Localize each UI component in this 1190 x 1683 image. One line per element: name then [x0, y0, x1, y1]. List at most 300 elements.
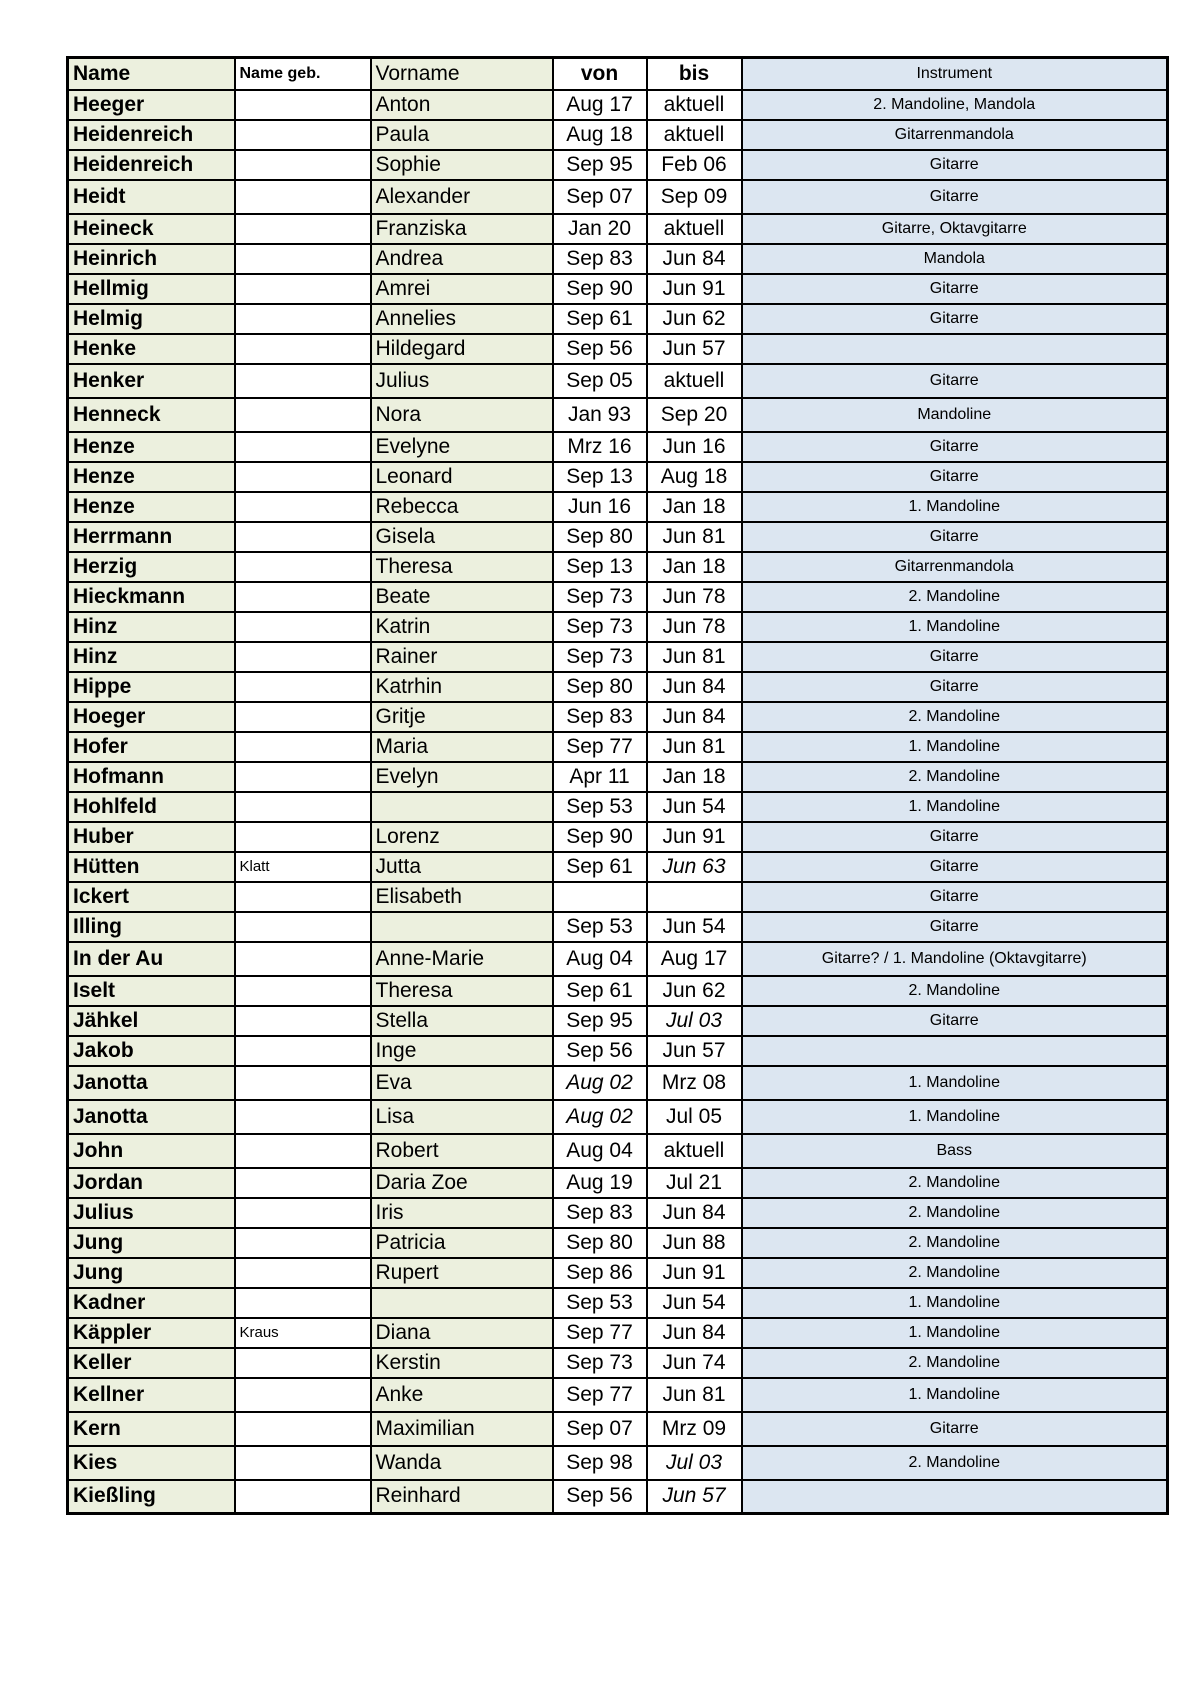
cell-vorname: Stella [371, 1006, 553, 1036]
cell-bis: Jun 54 [647, 912, 742, 942]
cell-name: Kellner [68, 1378, 235, 1412]
cell-bis: Sep 09 [647, 180, 742, 214]
cell-name: Heidenreich [68, 120, 235, 150]
table-row [68, 822, 1168, 852]
cell-bis: Aug 18 [647, 462, 742, 492]
cell-instrument: 1. Mandoline [742, 1288, 1168, 1318]
cell-geb [235, 492, 371, 522]
cell-geb [235, 214, 371, 244]
cell-name: Iselt [68, 976, 235, 1006]
cell-geb [235, 120, 371, 150]
cell-name: Kern [68, 1412, 235, 1446]
cell-name: Käppler [68, 1318, 235, 1348]
cell-vorname: Robert [371, 1134, 553, 1168]
cell-bis: Jul 03 [647, 1006, 742, 1036]
table-row [68, 1378, 1168, 1412]
cell-instrument: Gitarre [742, 304, 1168, 334]
cell-vorname: Reinhard [371, 1480, 553, 1514]
cell-vorname: Iris [371, 1198, 553, 1228]
cell-name: Heineck [68, 214, 235, 244]
cell-von: Sep 07 [553, 180, 647, 214]
table-row [68, 702, 1168, 732]
table-row [68, 180, 1168, 214]
table-row [68, 642, 1168, 672]
cell-bis: Jun 54 [647, 792, 742, 822]
cell-name: Jordan [68, 1168, 235, 1198]
cell-geb [235, 1198, 371, 1228]
cell-name: Heeger [68, 90, 235, 120]
cell-geb [235, 1036, 371, 1066]
cell-instrument: Gitarre [742, 432, 1168, 462]
cell-vorname: Maximilian [371, 1412, 553, 1446]
cell-von: Apr 11 [553, 762, 647, 792]
cell-von: Sep 61 [553, 976, 647, 1006]
cell-bis: Jun 84 [647, 1198, 742, 1228]
cell-geb [235, 672, 371, 702]
cell-vorname: Beate [371, 582, 553, 612]
cell-vorname: Wanda [371, 1446, 553, 1480]
cell-bis: Jan 18 [647, 492, 742, 522]
cell-instrument: Gitarre [742, 882, 1168, 912]
table-row [68, 552, 1168, 582]
cell-geb [235, 244, 371, 274]
cell-name: Kies [68, 1446, 235, 1480]
cell-geb [235, 432, 371, 462]
cell-von: Aug 18 [553, 120, 647, 150]
cell-name: Janotta [68, 1066, 235, 1100]
cell-name: Henze [68, 462, 235, 492]
cell-geb [235, 334, 371, 364]
table-row [68, 432, 1168, 462]
cell-geb [235, 462, 371, 492]
cell-instrument: Gitarre [742, 1006, 1168, 1036]
cell-vorname: Annelies [371, 304, 553, 334]
cell-vorname: Anton [371, 90, 553, 120]
cell-von: Aug 19 [553, 1168, 647, 1198]
cell-geb [235, 1228, 371, 1258]
cell-geb [235, 732, 371, 762]
cell-instrument: Gitarre, Oktavgitarre [742, 214, 1168, 244]
cell-instrument: 2. Mandoline [742, 582, 1168, 612]
cell-von: Jun 16 [553, 492, 647, 522]
cell-instrument: 1. Mandoline [742, 792, 1168, 822]
cell-instrument: Bass [742, 1134, 1168, 1168]
table-row [68, 244, 1168, 274]
cell-von: Sep 90 [553, 274, 647, 304]
cell-vorname: Elisabeth [371, 882, 553, 912]
table-row [68, 912, 1168, 942]
cell-name: Jakob [68, 1036, 235, 1066]
cell-vorname: Rupert [371, 1258, 553, 1288]
cell-vorname: Theresa [371, 976, 553, 1006]
cell-bis: Jul 05 [647, 1100, 742, 1134]
cell-vorname: Jutta [371, 852, 553, 882]
cell-instrument: Gitarrenmandola [742, 552, 1168, 582]
cell-instrument: 2. Mandoline, Mandola [742, 90, 1168, 120]
cell-instrument: Gitarre [742, 150, 1168, 180]
cell-instrument: 2. Mandoline [742, 1258, 1168, 1288]
cell-geb [235, 1412, 371, 1446]
table-row [68, 1100, 1168, 1134]
cell-instrument: 1. Mandoline [742, 1378, 1168, 1412]
table-row [68, 304, 1168, 334]
cell-geb [235, 762, 371, 792]
cell-geb [235, 942, 371, 976]
table-row [68, 792, 1168, 822]
cell-geb [235, 274, 371, 304]
cell-geb [235, 1066, 371, 1100]
cell-name: Henze [68, 492, 235, 522]
table-row [68, 364, 1168, 398]
cell-von: Sep 80 [553, 522, 647, 552]
cell-name: Hippe [68, 672, 235, 702]
cell-name: Kießling [68, 1480, 235, 1514]
table-row [68, 672, 1168, 702]
cell-von: Sep 53 [553, 1288, 647, 1318]
cell-instrument: Gitarre? / 1. Mandoline (Oktavgitarre) [742, 942, 1168, 976]
table-row [68, 1228, 1168, 1258]
cell-geb [235, 1348, 371, 1378]
cell-von: Sep 95 [553, 150, 647, 180]
cell-bis: Jul 21 [647, 1168, 742, 1198]
cell-von: Sep 73 [553, 642, 647, 672]
cell-vorname: Daria Zoe [371, 1168, 553, 1198]
cell-name: Hinz [68, 612, 235, 642]
cell-geb [235, 552, 371, 582]
table-row [68, 522, 1168, 552]
cell-geb [235, 398, 371, 432]
header-von: von [553, 58, 647, 90]
cell-bis: aktuell [647, 1134, 742, 1168]
cell-instrument: Mandola [742, 244, 1168, 274]
cell-geb [235, 1258, 371, 1288]
cell-bis: Jun 84 [647, 702, 742, 732]
cell-instrument: Gitarre [742, 364, 1168, 398]
cell-bis: Jun 81 [647, 1378, 742, 1412]
cell-vorname: Diana [371, 1318, 553, 1348]
cell-instrument: Gitarre [742, 1412, 1168, 1446]
table-row [68, 1480, 1168, 1514]
cell-von: Sep 90 [553, 822, 647, 852]
table-row [68, 612, 1168, 642]
cell-vorname: Anne-Marie [371, 942, 553, 976]
cell-vorname: Patricia [371, 1228, 553, 1258]
cell-instrument: 2. Mandoline [742, 1198, 1168, 1228]
cell-vorname: Alexander [371, 180, 553, 214]
cell-von: Sep 80 [553, 1228, 647, 1258]
cell-vorname: Anke [371, 1378, 553, 1412]
cell-vorname [371, 912, 553, 942]
cell-bis: Jun 62 [647, 304, 742, 334]
cell-bis: aktuell [647, 120, 742, 150]
cell-vorname: Lisa [371, 1100, 553, 1134]
table-row [68, 492, 1168, 522]
table-row [68, 852, 1168, 882]
cell-instrument: Gitarre [742, 522, 1168, 552]
cell-von: Sep 53 [553, 792, 647, 822]
cell-von: Aug 02 [553, 1066, 647, 1100]
cell-instrument: 2. Mandoline [742, 1446, 1168, 1480]
cell-name: Hütten [68, 852, 235, 882]
cell-instrument: 2. Mandoline [742, 702, 1168, 732]
cell-bis: Jun 91 [647, 274, 742, 304]
cell-geb: Kraus [235, 1318, 371, 1348]
cell-vorname: Hildegard [371, 334, 553, 364]
cell-name: Hofer [68, 732, 235, 762]
cell-bis: Jan 18 [647, 552, 742, 582]
cell-von: Sep 73 [553, 612, 647, 642]
cell-von: Sep 53 [553, 912, 647, 942]
cell-name: Hofmann [68, 762, 235, 792]
cell-bis: Aug 17 [647, 942, 742, 976]
cell-bis: Jun 84 [647, 672, 742, 702]
cell-instrument: Gitarre [742, 912, 1168, 942]
cell-von: Mrz 16 [553, 432, 647, 462]
table-row [68, 1036, 1168, 1066]
cell-geb [235, 582, 371, 612]
cell-vorname: Gritje [371, 702, 553, 732]
table-row [68, 214, 1168, 244]
cell-geb [235, 1288, 371, 1318]
cell-name: Herrmann [68, 522, 235, 552]
table-row [68, 398, 1168, 432]
cell-name: Henker [68, 364, 235, 398]
cell-name: Herzig [68, 552, 235, 582]
cell-instrument: Gitarre [742, 672, 1168, 702]
cell-von: Sep 56 [553, 1480, 647, 1514]
cell-instrument [742, 1480, 1168, 1514]
cell-name: Keller [68, 1348, 235, 1378]
cell-name: Henze [68, 432, 235, 462]
cell-geb [235, 976, 371, 1006]
cell-vorname: Maria [371, 732, 553, 762]
cell-instrument: Gitarre [742, 822, 1168, 852]
cell-instrument: Gitarre [742, 852, 1168, 882]
cell-von: Sep 13 [553, 462, 647, 492]
cell-geb [235, 180, 371, 214]
table-row [68, 120, 1168, 150]
cell-von: Sep 61 [553, 852, 647, 882]
cell-name: Huber [68, 822, 235, 852]
cell-instrument [742, 334, 1168, 364]
cell-bis: Jun 91 [647, 822, 742, 852]
cell-bis: Feb 06 [647, 150, 742, 180]
cell-bis: Jun 91 [647, 1258, 742, 1288]
cell-bis: aktuell [647, 364, 742, 398]
cell-geb [235, 1480, 371, 1514]
cell-instrument: 1. Mandoline [742, 1318, 1168, 1348]
cell-vorname: Julius [371, 364, 553, 398]
cell-bis: Jul 03 [647, 1446, 742, 1480]
cell-von: Sep 95 [553, 1006, 647, 1036]
cell-vorname: Amrei [371, 274, 553, 304]
cell-geb [235, 1168, 371, 1198]
header-instrument: Instrument [742, 58, 1168, 90]
table-row [68, 1168, 1168, 1198]
cell-vorname: Paula [371, 120, 553, 150]
cell-vorname: Rebecca [371, 492, 553, 522]
cell-vorname: Eva [371, 1066, 553, 1100]
cell-von: Aug 02 [553, 1100, 647, 1134]
cell-bis: Jun 62 [647, 976, 742, 1006]
cell-von: Sep 61 [553, 304, 647, 334]
table-row [68, 732, 1168, 762]
cell-geb [235, 912, 371, 942]
cell-von: Sep 56 [553, 334, 647, 364]
cell-bis: Jan 18 [647, 762, 742, 792]
cell-name: Heidenreich [68, 150, 235, 180]
cell-von: Aug 04 [553, 942, 647, 976]
table-row [68, 762, 1168, 792]
cell-geb [235, 1378, 371, 1412]
cell-geb [235, 90, 371, 120]
cell-name: In der Au [68, 942, 235, 976]
table-row [68, 1066, 1168, 1100]
cell-instrument: Gitarrenmandola [742, 120, 1168, 150]
cell-geb [235, 1100, 371, 1134]
cell-name: Jung [68, 1228, 235, 1258]
cell-bis: Jun 57 [647, 1036, 742, 1066]
cell-geb [235, 642, 371, 672]
cell-von: Sep 98 [553, 1446, 647, 1480]
cell-von: Sep 83 [553, 244, 647, 274]
cell-instrument [742, 1036, 1168, 1066]
cell-instrument: 2. Mandoline [742, 762, 1168, 792]
cell-vorname: Inge [371, 1036, 553, 1066]
cell-name: Hellmig [68, 274, 235, 304]
cell-bis: Jun 54 [647, 1288, 742, 1318]
cell-instrument: 1. Mandoline [742, 492, 1168, 522]
members-table [66, 56, 1169, 1515]
cell-instrument: 1. Mandoline [742, 1100, 1168, 1134]
cell-von: Jan 20 [553, 214, 647, 244]
cell-bis: Jun 88 [647, 1228, 742, 1258]
cell-instrument: Gitarre [742, 180, 1168, 214]
cell-vorname [371, 792, 553, 822]
header-bis: bis [647, 58, 742, 90]
cell-bis: Jun 57 [647, 1480, 742, 1514]
cell-bis: Jun 84 [647, 1318, 742, 1348]
cell-von: Aug 17 [553, 90, 647, 120]
cell-vorname: Nora [371, 398, 553, 432]
cell-vorname: Sophie [371, 150, 553, 180]
cell-name: Heidt [68, 180, 235, 214]
cell-geb: Klatt [235, 852, 371, 882]
table-row [68, 274, 1168, 304]
table-row [68, 582, 1168, 612]
cell-vorname: Leonard [371, 462, 553, 492]
cell-bis: Jun 16 [647, 432, 742, 462]
cell-name: Hinz [68, 642, 235, 672]
table-row [68, 1318, 1168, 1348]
cell-bis: Jun 81 [647, 642, 742, 672]
cell-name: Henke [68, 334, 235, 364]
cell-von: Sep 77 [553, 732, 647, 762]
cell-von: Sep 56 [553, 1036, 647, 1066]
cell-bis: aktuell [647, 214, 742, 244]
cell-name: Julius [68, 1198, 235, 1228]
cell-bis: Jun 84 [647, 244, 742, 274]
cell-instrument: Gitarre [742, 274, 1168, 304]
cell-vorname: Katrhin [371, 672, 553, 702]
cell-geb [235, 1006, 371, 1036]
cell-instrument: 2. Mandoline [742, 1228, 1168, 1258]
cell-geb [235, 1134, 371, 1168]
cell-bis: Jun 63 [647, 852, 742, 882]
cell-geb [235, 364, 371, 398]
table-row [68, 334, 1168, 364]
cell-instrument: 2. Mandoline [742, 976, 1168, 1006]
table-row [68, 150, 1168, 180]
cell-vorname: Evelyn [371, 762, 553, 792]
table-row [68, 1288, 1168, 1318]
cell-von: Aug 04 [553, 1134, 647, 1168]
cell-instrument: 1. Mandoline [742, 612, 1168, 642]
cell-instrument: Mandoline [742, 398, 1168, 432]
table-row [68, 1348, 1168, 1378]
cell-von: Sep 73 [553, 1348, 647, 1378]
cell-instrument: 2. Mandoline [742, 1168, 1168, 1198]
table-row [68, 1446, 1168, 1480]
table-row [68, 882, 1168, 912]
cell-von: Sep 13 [553, 552, 647, 582]
cell-von: Sep 77 [553, 1318, 647, 1348]
cell-instrument: 1. Mandoline [742, 1066, 1168, 1100]
cell-von: Sep 77 [553, 1378, 647, 1412]
cell-bis: Jun 57 [647, 334, 742, 364]
cell-geb [235, 882, 371, 912]
cell-name: Ickert [68, 882, 235, 912]
cell-bis [647, 882, 742, 912]
cell-name: Kadner [68, 1288, 235, 1318]
table-row [68, 1006, 1168, 1036]
header-name: Name [68, 58, 235, 90]
cell-instrument: 2. Mandoline [742, 1348, 1168, 1378]
cell-vorname: Gisela [371, 522, 553, 552]
table-row [68, 942, 1168, 976]
cell-vorname [371, 1288, 553, 1318]
cell-geb [235, 702, 371, 732]
table-row [68, 90, 1168, 120]
cell-vorname: Katrin [371, 612, 553, 642]
cell-name: John [68, 1134, 235, 1168]
cell-name: Helmig [68, 304, 235, 334]
cell-geb [235, 1446, 371, 1480]
cell-instrument: Gitarre [742, 462, 1168, 492]
cell-geb [235, 522, 371, 552]
cell-geb [235, 304, 371, 334]
cell-von: Sep 83 [553, 1198, 647, 1228]
cell-instrument: Gitarre [742, 642, 1168, 672]
table-row [68, 462, 1168, 492]
table-row [68, 976, 1168, 1006]
cell-bis: Jun 78 [647, 582, 742, 612]
cell-name: Illing [68, 912, 235, 942]
cell-von: Sep 05 [553, 364, 647, 398]
cell-vorname: Theresa [371, 552, 553, 582]
cell-name: Henneck [68, 398, 235, 432]
cell-von: Sep 80 [553, 672, 647, 702]
table-row [68, 1258, 1168, 1288]
cell-name: Hoeger [68, 702, 235, 732]
cell-bis: Jun 81 [647, 732, 742, 762]
cell-bis: Mrz 09 [647, 1412, 742, 1446]
cell-vorname: Rainer [371, 642, 553, 672]
cell-von [553, 882, 647, 912]
cell-bis: Mrz 08 [647, 1066, 742, 1100]
cell-bis: Sep 20 [647, 398, 742, 432]
header-name-geb: Name geb. [235, 58, 371, 90]
